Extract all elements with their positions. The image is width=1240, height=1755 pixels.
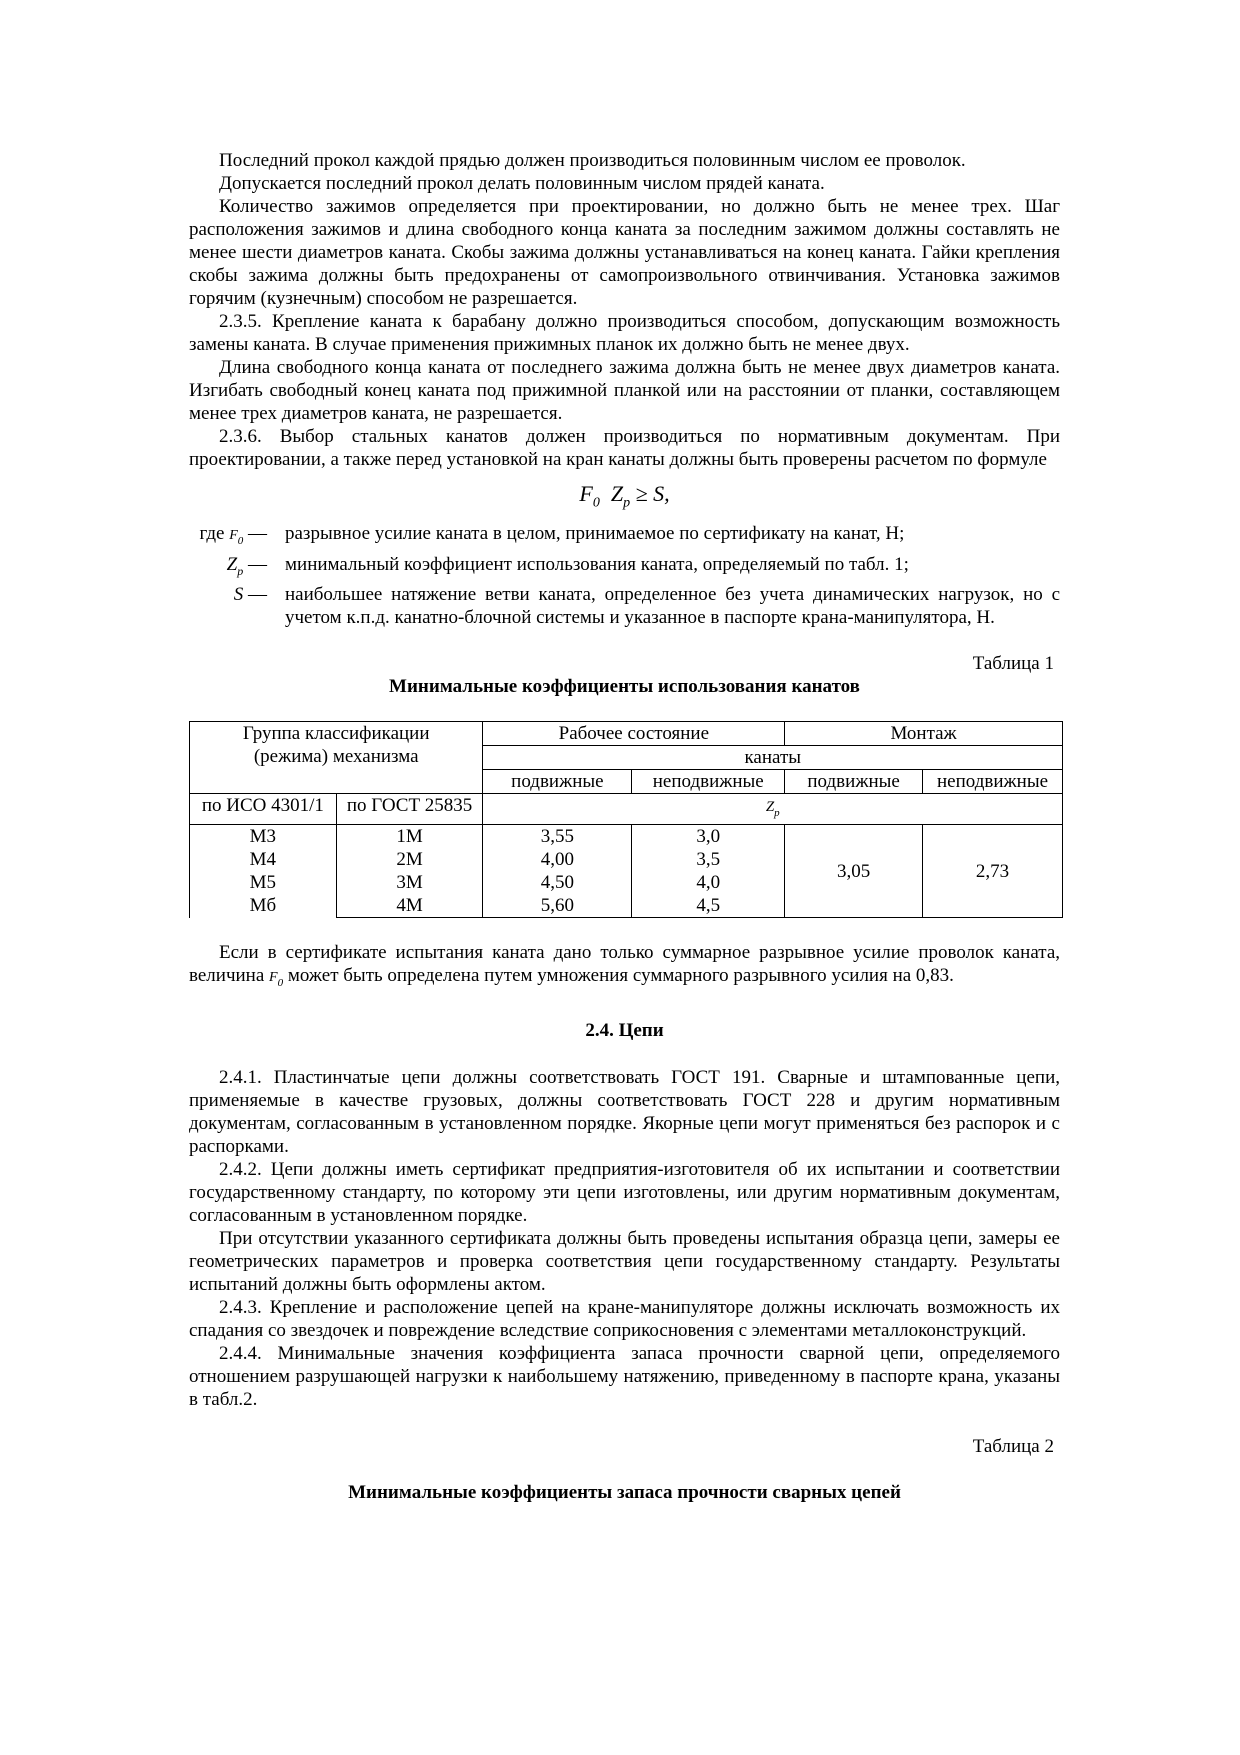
iso-header-cell: по ИСО 4301/1	[190, 793, 337, 825]
mounting-fixed-cell: 2,73	[923, 825, 1063, 918]
gost-value: 3М	[396, 872, 423, 894]
paragraph: При отсутствии указанного сертификата должны быть проведены испытания образца цепи, замеры ее геометрических параметров и проверка соответствия цепи государственному стандарту. Результаты испытаний должны быть оформлены актом.	[189, 1228, 1060, 1296]
iso-cell	[190, 825, 337, 918]
definition-symbol	[189, 583, 285, 629]
formula-z-sub: p	[623, 495, 631, 511]
paragraph: 2.3.6. Выбор стальных канатов должен производиться по нормативным документам. При проектировании, а также перед установкой на кран канаты должны быть проверены расчетом по формуле	[189, 426, 1060, 470]
definition-row	[189, 553, 1060, 583]
coef-value: 3,0	[696, 826, 721, 848]
definition-symbol	[189, 553, 285, 583]
gost-value: 1М	[396, 826, 423, 848]
paragraph: Количество зажимов определяется при проектировании, но должно быть не менее трех. Шаг расположения зажимов и длина свободного конца каната за последним зажимом должны составлять не менее шести диаметров каната. Скобы зажима должны устанавливаться на конец каната. Гайки крепления скобы зажима должны быть предохранены от самопроизвольного отвинчивания. Установка зажимов горячим (кузнечным) способом не разрешается.	[189, 196, 1060, 309]
working-movable-cell	[483, 825, 632, 918]
paragraph: 2.4.4. Минимальные значения коэффициента запаса прочности сварной цепи, определяемого отношением разрушающей нагрузки к наибольшему натяжению, приведенному в паспорте крана, указаны в табл.2.	[189, 1343, 1060, 1411]
gost-cell	[336, 825, 483, 918]
paragraph: 2.4.3. Крепление и расположение цепей на кране-манипуляторе должны исключать возможность их спадания со звездочек и повреждение вследствие соприкосновения с элементами металлоконструкций.	[189, 1297, 1060, 1342]
iso-value: Мб	[249, 895, 277, 917]
coef-value: 5,60	[540, 895, 574, 917]
group-header-line: (режима) механизма	[253, 745, 419, 767]
table2-label: Таблица 2	[972, 1436, 1054, 1458]
working-fixed-cell	[632, 825, 785, 918]
gost-header-cell: по ГОСТ 25835	[336, 793, 483, 825]
paragraph: Допускается последний прокол делать половинным числом прядей каната.	[219, 173, 825, 194]
coef-value: 4,5	[696, 895, 721, 917]
document-page	[189, 149, 1060, 1504]
iso-value: М4	[249, 849, 277, 871]
zp-header-cell	[483, 793, 1063, 825]
definition-text: минимальный коэффициент использования каната, определяемый по табл. 1;	[285, 553, 909, 575]
formula-z: Z	[610, 481, 624, 506]
formula	[189, 480, 1060, 520]
coef-value: 4,50	[540, 872, 574, 894]
ropes-header-cell: канаты	[483, 745, 1063, 769]
rope-coefficients-table	[189, 721, 1063, 919]
table1-caption: Минимальные коэффициенты использования канатов	[389, 675, 860, 697]
definition-row	[189, 583, 1060, 629]
definition-text: разрывное усилие каната в целом, принимаемое по сертификату на канат, Н;	[285, 523, 905, 544]
table-header-row	[190, 721, 1063, 745]
definition-sym: Z	[226, 553, 238, 575]
gost-value: 2М	[396, 849, 423, 871]
movable-header-cell: подвижные	[785, 769, 923, 793]
fixed-header-cell: неподвижные	[923, 769, 1063, 793]
zp-symbol: Z	[765, 798, 775, 815]
coef-value: 4,00	[540, 849, 574, 871]
coef-value: 4,0	[696, 872, 721, 894]
coef-value: 3,5	[696, 849, 721, 871]
definition-symbol	[189, 522, 285, 553]
definition-text: наибольшее натяжение ветви каната, определенное без учета динамических нагрузок, но с учетом к.п.д. канатно-блочной системы и указанное в паспорте крана-манипулятора, Н.	[285, 583, 1060, 628]
group-header-line: Группа классификации	[242, 722, 430, 744]
table-row	[190, 825, 1063, 918]
definition-dash: —	[243, 553, 267, 575]
movable-header-cell: подвижные	[483, 769, 632, 793]
formula-f: F	[579, 481, 593, 506]
text-span: Если в сертификате испытания каната дано только суммарное разрывное усилие проволок каната, величина	[189, 942, 1060, 987]
paragraph: 2.3.5. Крепление каната к барабану должно производиться способом, допускающим возможность замены каната. В случае применения прижимных планок их должно быть не менее двух.	[189, 311, 1060, 355]
definition-row	[189, 522, 1060, 553]
formula-f-sub: 0	[592, 495, 600, 511]
paragraph	[189, 941, 1060, 995]
definition-sym: S	[233, 583, 244, 605]
group-header-cell	[190, 721, 483, 793]
definition-sym: F	[229, 528, 238, 543]
mounting-header-cell: Монтаж	[785, 721, 1063, 745]
paragraph: 2.4.2. Цепи должны иметь сертификат предприятия-изготовителя об их испытании и соответствии государственному стандарту, по которому эти цепи изготовлены, или другим нормативным документам, согласованным в установленном порядке.	[189, 1159, 1060, 1227]
gost-value: 4М	[396, 895, 423, 917]
mounting-movable-cell: 3,05	[785, 825, 923, 918]
iso-value: М3	[249, 826, 277, 848]
definition-sym-sub: 0	[237, 534, 244, 547]
table2-caption: Минимальные коэффициенты запаса прочности сварных цепей	[348, 1482, 901, 1504]
f0-sub: 0	[277, 977, 284, 990]
zp-sub: p	[774, 806, 780, 819]
paragraph: Длина свободного конца каната от последнего зажима должна быть не менее двух диаметров каната. Изгибать свободный конец каната под прижимной планкой или на расстоянии от планки, составляющем менее трех диаметров каната, не разрешается.	[189, 357, 1060, 424]
text-span: может быть определена путем умножения суммарного разрывного усилия на 0,83.	[283, 965, 954, 987]
coef-value: 3,55	[540, 826, 574, 848]
definition-dash: —	[243, 583, 267, 605]
iso-value: М5	[249, 872, 277, 894]
fixed-header-cell: неподвижные	[632, 769, 785, 793]
definitions-list	[189, 522, 1060, 629]
paragraph: Последний прокол каждой прядью должен производиться половинным числом ее проволок.	[219, 150, 966, 171]
definition-sym-sub: p	[237, 563, 244, 578]
f0-symbol: F	[269, 970, 278, 986]
table-header-row	[190, 793, 1063, 825]
table1-label: Таблица 1	[972, 652, 1054, 674]
section-title: 2.4. Цепи	[585, 1020, 664, 1042]
definition-dash: —	[243, 523, 267, 544]
working-header-cell: Рабочее состояние	[483, 721, 785, 745]
formula-rest: ≥ S,	[630, 481, 670, 506]
definition-prefix: где	[199, 523, 230, 544]
paragraph: 2.4.1. Пластинчатые цепи должны соответствовать ГОСТ 191. Сварные и штампованные цепи, применяемые в качестве грузовых, должны соответствовать ГОСТ 228 и другим нормативным документам, согласованным в установленном порядке. Якорные цепи могут применяться без распорок и с распорками.	[189, 1067, 1060, 1158]
